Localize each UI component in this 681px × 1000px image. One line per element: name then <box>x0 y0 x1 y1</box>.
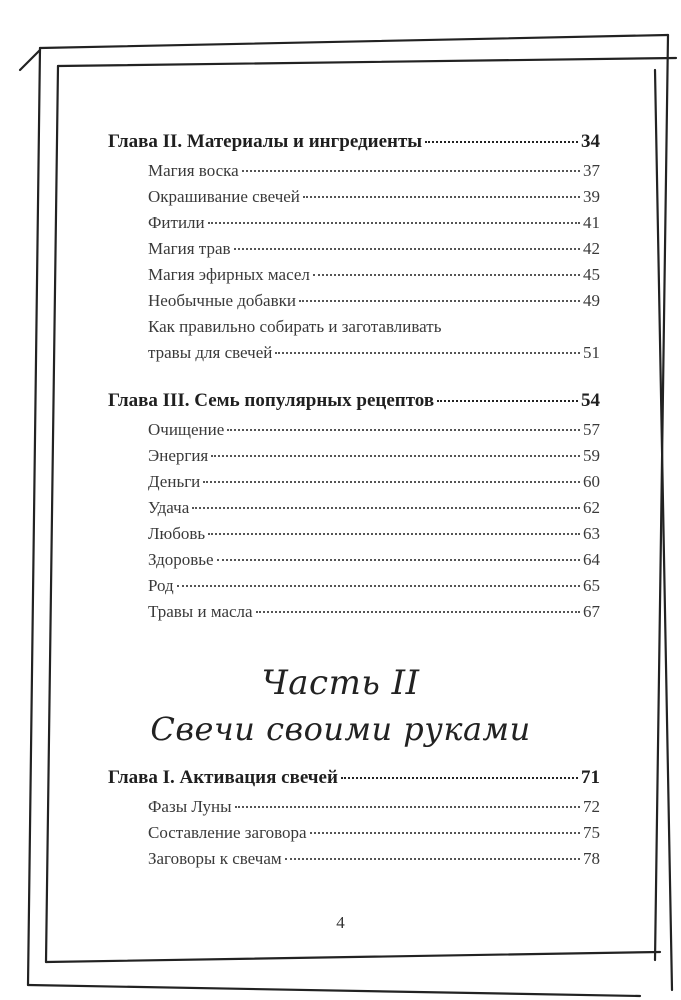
entry-page: 75 <box>583 823 600 842</box>
chapter-title: Глава I. Активация свечей <box>108 767 338 788</box>
entry-label: Магия эфирных масел <box>148 265 310 284</box>
toc-entry[interactable] <box>148 420 600 440</box>
entry-label: Окрашивание свечей <box>148 187 300 206</box>
entry-label: Травы и масла <box>148 602 253 621</box>
entry-label: Энергия <box>148 446 209 465</box>
dot-leader <box>217 559 580 561</box>
dot-leader <box>192 507 580 509</box>
entry-page: 39 <box>583 187 600 206</box>
entry-page: 45 <box>583 265 600 284</box>
toc-entry[interactable] <box>148 498 600 518</box>
entry-label: Род <box>148 576 174 595</box>
toc-entry[interactable] <box>148 265 600 285</box>
toc-chapter-2[interactable] <box>108 131 600 153</box>
dot-leader <box>313 274 580 276</box>
entry-page: 42 <box>583 239 600 258</box>
dot-leader <box>208 533 580 535</box>
entry-page: 49 <box>583 291 600 310</box>
toc-entry[interactable] <box>148 823 600 843</box>
entry-label: травы для свечей <box>148 343 273 362</box>
entry-page: 57 <box>583 420 600 439</box>
toc-entry[interactable] <box>148 291 600 311</box>
toc-chapter-part2-1[interactable] <box>108 767 600 789</box>
dot-leader <box>310 832 580 834</box>
entry-label: Любовь <box>148 524 206 543</box>
toc-entry[interactable] <box>148 239 600 259</box>
entry-label: Фазы Луны <box>148 797 232 816</box>
dot-leader <box>208 222 580 224</box>
part-subtitle: Свечи своими руками <box>150 710 531 748</box>
dot-leader <box>242 170 580 172</box>
dot-leader <box>211 455 580 457</box>
entry-label: Заговоры к свечам <box>148 849 282 868</box>
entry-label: Магия трав <box>148 239 231 258</box>
page-number: 4 <box>336 913 345 932</box>
entry-page: 37 <box>583 161 600 180</box>
toc-entry[interactable] <box>148 187 600 207</box>
dot-leader <box>203 481 580 483</box>
toc-entry[interactable] <box>148 472 600 492</box>
toc-chapter-3[interactable] <box>108 390 600 412</box>
dot-leader <box>177 585 580 587</box>
entry-label: Необычные добавки <box>148 291 296 310</box>
toc-entry[interactable] <box>148 576 600 596</box>
toc-entry[interactable] <box>148 797 600 817</box>
dot-leader <box>285 858 580 860</box>
dot-leader <box>275 352 580 354</box>
entry-page: 51 <box>583 343 600 362</box>
entry-page: 78 <box>583 849 600 868</box>
entry-page: 59 <box>583 446 600 465</box>
entry-page: 67 <box>583 602 600 621</box>
entry-label: Фитили <box>148 213 205 232</box>
entry-label: Здоровье <box>148 550 214 569</box>
toc-entry[interactable] <box>148 446 600 466</box>
dot-leader <box>341 777 578 779</box>
chapter-page: 54 <box>581 390 600 411</box>
entry-label: Удача <box>148 498 190 517</box>
entry-page: 63 <box>583 524 600 543</box>
chapter-title: Глава II. Материалы и ингредиенты <box>108 131 423 152</box>
dot-leader <box>234 248 580 250</box>
toc-entry[interactable] <box>148 161 600 181</box>
toc-entry-line1[interactable]: Как правильно собирать и заготавливать <box>148 317 442 336</box>
toc-entry[interactable] <box>148 849 600 869</box>
toc-entry[interactable] <box>148 343 600 363</box>
entry-page: 64 <box>583 550 600 569</box>
entry-page: 60 <box>583 472 600 491</box>
part-heading: Часть II <box>261 663 420 703</box>
entry-label: Деньги <box>148 472 201 491</box>
chapter-page: 71 <box>581 767 600 788</box>
toc-entry[interactable] <box>148 550 600 570</box>
dot-leader <box>235 806 581 808</box>
toc-entry[interactable] <box>148 602 600 622</box>
entry-label: Составление заговора <box>148 823 307 842</box>
dot-leader <box>303 196 580 198</box>
dot-leader <box>256 611 580 613</box>
dot-leader <box>425 141 578 143</box>
entry-page: 72 <box>583 797 600 816</box>
dot-leader <box>299 300 580 302</box>
dot-leader <box>437 400 578 402</box>
entry-label: Магия воска <box>148 161 239 180</box>
chapter-title: Глава III. Семь популярных рецептов <box>108 390 435 411</box>
dot-leader <box>227 429 580 431</box>
toc-entry[interactable] <box>148 213 600 233</box>
chapter-page: 34 <box>581 131 600 152</box>
toc-entry[interactable] <box>148 524 600 544</box>
entry-page: 62 <box>583 498 600 517</box>
entry-page: 41 <box>583 213 600 232</box>
entry-page: 65 <box>583 576 600 595</box>
entry-label: Очищение <box>148 420 225 439</box>
